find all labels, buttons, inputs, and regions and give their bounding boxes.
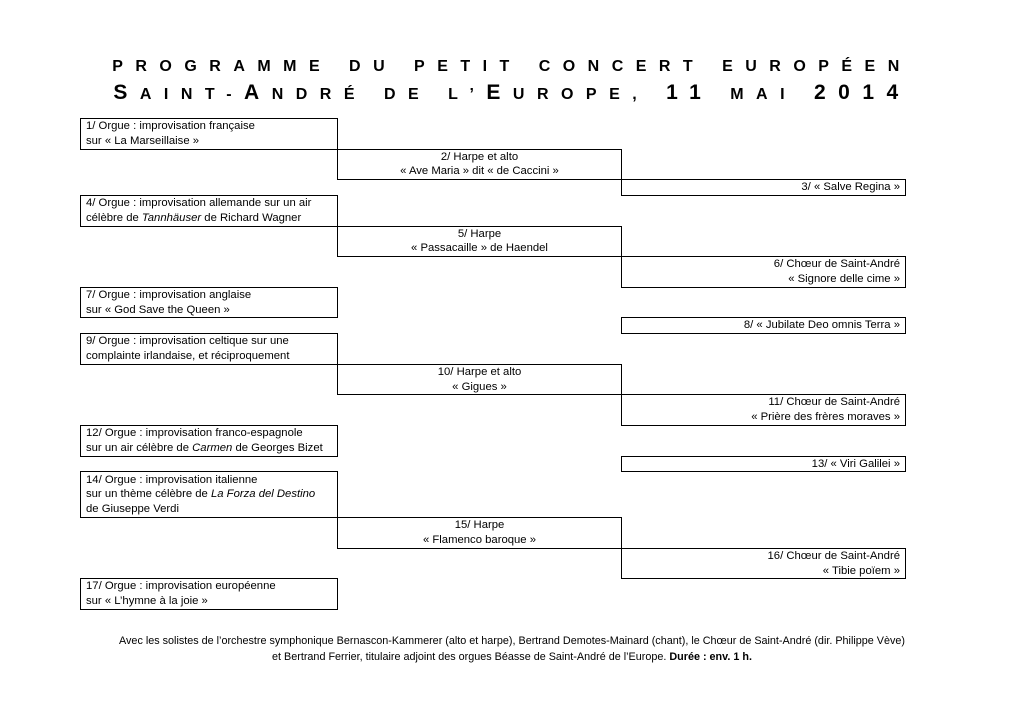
programme-item-line: « Gigues » xyxy=(452,380,507,393)
programme-item-8 xyxy=(622,318,906,334)
empty-cell xyxy=(338,395,622,426)
empty-cell xyxy=(622,579,906,610)
empty-cell xyxy=(81,395,338,426)
programme-item-12 xyxy=(81,425,338,456)
empty-cell xyxy=(338,318,622,334)
programme-row xyxy=(81,119,906,150)
programme-item-9 xyxy=(81,334,338,365)
programme-row xyxy=(81,518,906,549)
programme-row xyxy=(81,180,906,196)
programme-item-line: complainte irlandaise, et réciproquement xyxy=(86,349,290,362)
programme-item-1 xyxy=(81,119,338,150)
duration-label: Durée : env. 1 h. xyxy=(669,651,752,663)
programme-item-17 xyxy=(81,579,338,610)
programme-row xyxy=(81,395,906,426)
programme-item-4 xyxy=(81,195,338,226)
programme-item-line: de Giuseppe Verdi xyxy=(86,503,179,516)
programme-item-line: 7/ Orgue : improvisation anglaise xyxy=(86,288,252,301)
empty-cell xyxy=(338,425,622,456)
programme-row xyxy=(81,226,906,257)
programme-item-line: 6/ Chœur de Saint-André xyxy=(773,258,900,271)
empty-cell xyxy=(81,518,338,549)
programme-item-6 xyxy=(622,257,906,288)
empty-cell xyxy=(338,456,622,472)
title-text-2: SAINT-ANDRÉ DE L’EUROPE, 11 MAI 2014 xyxy=(113,81,911,104)
programme-row xyxy=(81,456,906,472)
programme-item-line: sur « La Marseillaise » xyxy=(86,134,200,147)
programme-row xyxy=(81,149,906,180)
empty-cell xyxy=(622,518,906,549)
empty-cell xyxy=(338,287,622,318)
empty-cell xyxy=(338,195,622,226)
programme-item-line: sur « L’hymne à la joie » xyxy=(86,595,208,608)
programme-row xyxy=(81,425,906,456)
programme-item-line: 17/ Orgue : improvisation européenne xyxy=(86,580,276,593)
programme-row xyxy=(81,287,906,318)
programme-item-11 xyxy=(622,395,906,426)
programme-item-line: 2/ Harpe et alto xyxy=(440,150,519,163)
programme-item-line: « Ave Maria » dit « de Caccini » xyxy=(400,165,559,178)
programme-item-2 xyxy=(338,149,622,180)
programme-item-7 xyxy=(81,287,338,318)
empty-cell xyxy=(81,257,338,288)
programme-item-line: « Flamenco baroque » xyxy=(422,533,537,546)
programme-item-line: 16/ Chœur de Saint-André xyxy=(767,549,900,562)
empty-cell xyxy=(81,226,338,257)
empty-cell xyxy=(622,425,906,456)
empty-cell xyxy=(338,334,622,365)
programme-item-line: 4/ Orgue : improvisation allemande sur un air xyxy=(86,196,312,209)
programme-item-line: 1/ Orgue : improvisation française xyxy=(86,120,255,132)
programme-row xyxy=(81,472,906,518)
empty-cell xyxy=(338,579,622,610)
programme-row xyxy=(81,195,906,226)
programme-item-5 xyxy=(338,226,622,257)
programme-item-line: « Tibie poïem » xyxy=(822,564,900,577)
programme-row xyxy=(81,579,906,610)
programme-item-line: sur « God Save the Queen » xyxy=(86,303,230,316)
empty-cell xyxy=(338,180,622,196)
footer-credits xyxy=(0,633,1024,665)
empty-cell xyxy=(81,180,338,196)
footer-line-2: et Bertrand Ferrier, titulaire adjoint des orgues Béasse de Saint-André de l’Europe. Durée : env. 1 h. xyxy=(272,651,752,663)
empty-cell xyxy=(81,149,338,180)
empty-cell xyxy=(622,334,906,365)
programme-item-10 xyxy=(338,364,622,395)
empty-cell xyxy=(338,548,622,579)
programme-item-line: 5/ Harpe xyxy=(457,227,502,240)
empty-cell xyxy=(338,119,622,150)
empty-cell xyxy=(81,456,338,472)
programme-item-13 xyxy=(622,456,906,472)
empty-cell xyxy=(338,257,622,288)
page-title-line-2 xyxy=(0,82,1024,103)
empty-cell xyxy=(81,318,338,334)
empty-cell xyxy=(622,149,906,180)
programme-item-line: 9/ Orgue : improvisation celtique sur une xyxy=(86,335,289,348)
programme-item-line: 14/ Orgue : improvisation italienne xyxy=(86,473,258,486)
empty-cell xyxy=(622,472,906,518)
programme-row xyxy=(81,318,906,334)
programme-item-line: 13/ « Viri Galilei » xyxy=(811,457,900,470)
programme-item-line: « Prière des frères moraves » xyxy=(751,411,900,424)
empty-cell xyxy=(622,364,906,395)
programme-item-15 xyxy=(338,518,622,549)
page-title-line-1 xyxy=(0,59,1024,75)
programme-table xyxy=(80,118,906,610)
empty-cell xyxy=(81,548,338,579)
programme-row xyxy=(81,334,906,365)
programme-item-line: 15/ Harpe xyxy=(454,519,505,532)
empty-cell xyxy=(622,226,906,257)
empty-cell xyxy=(622,195,906,226)
footer-line-1: Avec les solistes de l’orchestre symphonique Bernascon-Kammerer (alto et harpe), Bertrand Demotes-Mainard (chant), le Chœur de Saint-André (dir. Philippe Vève) xyxy=(119,635,905,647)
empty-cell xyxy=(338,472,622,518)
programme-item-line: 8/ « Jubilate Deo omnis Terra » xyxy=(743,319,900,332)
programme-item-line: « Passacaille » de Haendel xyxy=(411,242,548,255)
programme-item-line: 11/ Chœur de Saint-André xyxy=(768,396,900,409)
programme-item-14 xyxy=(81,472,338,518)
programme-item-line: célèbre de Tannhäuser de Richard Wagner xyxy=(86,211,302,224)
empty-cell xyxy=(81,364,338,395)
programme-row xyxy=(81,548,906,579)
programme-item-line: 10/ Harpe et alto xyxy=(437,365,522,378)
programme-item-line: 3/ « Salve Regina » xyxy=(801,181,900,194)
programme-row xyxy=(81,364,906,395)
programme-item-line: « Signore delle cime » xyxy=(788,272,900,285)
empty-cell xyxy=(622,287,906,318)
programme-row xyxy=(81,257,906,288)
programme-item-3 xyxy=(622,180,906,196)
programme-item-line: sur un thème célèbre de La Forza del Destino xyxy=(86,488,316,501)
programme-item-16 xyxy=(622,548,906,579)
title-text-1: PROGRAMME DU PETIT CONCERT EUROPÉEN xyxy=(112,58,912,75)
programme-item-line: sur un air célèbre de Carmen de Georges Bizet xyxy=(86,441,323,454)
programme-item-line: 12/ Orgue : improvisation franco-espagnole xyxy=(86,426,303,439)
empty-cell xyxy=(622,119,906,150)
